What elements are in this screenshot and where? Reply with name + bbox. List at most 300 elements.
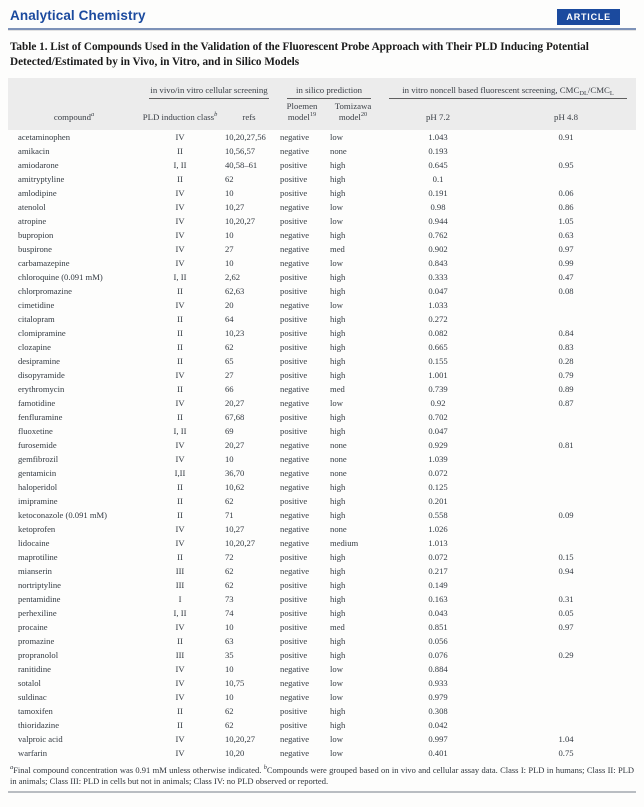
cell-name: thioridazine xyxy=(18,720,60,730)
cell-cls: III xyxy=(175,566,185,576)
cell-name: ketoconazole (0.091 mM) xyxy=(18,510,108,520)
cell-ph48 xyxy=(496,424,636,438)
cell-tomizawa: none xyxy=(330,454,347,464)
cell-refs: 62 xyxy=(225,496,234,506)
cell-refs: 10,20,27 xyxy=(225,734,256,744)
cell-name: bupropion xyxy=(18,230,54,240)
cell-tomizawa: high xyxy=(330,342,346,352)
cell-ph48: 0.99 xyxy=(558,258,574,268)
cell-ph72: 0.056 xyxy=(428,636,448,646)
cell-ph72: 0.401 xyxy=(428,748,448,758)
table-row xyxy=(8,298,636,312)
cell-ph72: 0.884 xyxy=(428,664,448,674)
cell-ploemen: positive xyxy=(280,174,308,184)
cell-ph48: 1.04 xyxy=(558,734,574,744)
cell-ph72: 0.843 xyxy=(428,258,448,268)
cell-cls: II xyxy=(177,552,183,562)
cell-name: procaine xyxy=(18,622,48,632)
table-row xyxy=(8,648,636,662)
cell-ploemen: positive xyxy=(280,314,308,324)
cell-tomizawa: low xyxy=(330,202,343,212)
cell-refs: 27 xyxy=(225,370,234,380)
cell-ph72: 0.739 xyxy=(428,384,448,394)
cell-ph48: 0.28 xyxy=(558,356,574,366)
cell-ph72: 0.047 xyxy=(428,286,448,296)
cell-name: lidocaine xyxy=(18,538,50,548)
cell-name: imipramine xyxy=(18,496,58,506)
cell-ph48: 0.83 xyxy=(558,342,574,352)
table-row xyxy=(8,186,636,200)
cell-cls: IV xyxy=(175,216,185,226)
cell-name: amiodarone xyxy=(18,160,59,170)
col-header-compound: compound$^a$ xyxy=(8,99,140,130)
cell-name: mianserin xyxy=(18,566,52,576)
table-row xyxy=(8,564,636,578)
masthead-rule xyxy=(8,28,636,30)
group-header-in-silico xyxy=(278,78,380,99)
table-footnote: $^a$Final compound concentration was 0.91 mM unless otherwise indicated. $^b$Compounds were grouped based on in vivo and cellular assay data. Class I: PLD in humans; Class II: PLD in animals; Class III: PLD in cells but not in animals; Class IV: no PLD observed or reported. xyxy=(10,764,634,786)
cell-ph48: 0.91 xyxy=(558,132,574,142)
cell-ploemen: negative xyxy=(280,454,310,464)
cell-ph48: 0.87 xyxy=(558,398,574,408)
table-row xyxy=(8,144,636,158)
cell-ploemen: positive xyxy=(280,412,308,422)
cell-cls: II xyxy=(177,720,183,730)
cell-ph48 xyxy=(496,662,636,676)
cell-name: furosemide xyxy=(18,440,57,450)
cell-name: atenolol xyxy=(18,202,46,212)
cell-ph48 xyxy=(496,452,636,466)
cell-refs: 35 xyxy=(225,650,234,660)
cell-ploemen: negative xyxy=(280,524,310,534)
cell-ph48: 0.86 xyxy=(558,202,574,212)
cell-name: promazine xyxy=(18,636,55,646)
cell-ph48 xyxy=(496,410,636,424)
cell-cls: II xyxy=(177,496,183,506)
cell-cls: I, II xyxy=(173,608,187,618)
cell-ph72: 0.047 xyxy=(428,426,448,436)
cell-ploemen: negative xyxy=(280,146,310,156)
cell-tomizawa: high xyxy=(330,594,346,604)
cell-ph72: 0.333 xyxy=(428,272,448,282)
cell-ph72: 0.997 xyxy=(428,734,448,744)
cell-ph72: 0.043 xyxy=(428,608,448,618)
cell-ph48: 0.97 xyxy=(558,622,574,632)
cell-name: sotalol xyxy=(18,678,41,688)
col-header-tomizawa-model: Tomizawa model$^{20}$ xyxy=(326,99,380,130)
cell-refs: 10,27 xyxy=(225,524,245,534)
cell-ploemen: negative xyxy=(280,538,310,548)
cell-cls: II xyxy=(177,342,183,352)
cell-name: acetaminophen xyxy=(18,132,71,142)
cell-name: ketoprofen xyxy=(18,524,56,534)
cell-ph72: 1.039 xyxy=(428,454,448,464)
cell-cls: IV xyxy=(175,538,185,548)
cell-ploemen: positive xyxy=(280,426,308,436)
cell-ph48 xyxy=(496,480,636,494)
cell-tomizawa: low xyxy=(330,692,343,702)
table-row xyxy=(8,550,636,564)
cell-ph48: 0.63 xyxy=(558,230,574,240)
table-row xyxy=(8,242,636,256)
cell-ph72: 0.902 xyxy=(428,244,448,254)
cell-cls: IV xyxy=(175,440,185,450)
table-row xyxy=(8,438,636,452)
cell-tomizawa: medium xyxy=(330,538,359,548)
cell-cls: IV xyxy=(175,664,185,674)
cell-tomizawa: med xyxy=(330,244,345,254)
table-row xyxy=(8,508,636,522)
cell-ph72: 0.944 xyxy=(428,216,448,226)
cell-tomizawa: high xyxy=(330,636,346,646)
cell-ph48: 0.75 xyxy=(558,748,574,758)
cell-ph72: 1.026 xyxy=(428,524,448,534)
table-row xyxy=(8,592,636,606)
group-label: in vitro noncell based fluorescent screening, $CMC_{DL}/CMC_L$ xyxy=(389,85,627,99)
table-row xyxy=(8,270,636,284)
cell-refs: 74 xyxy=(225,608,234,618)
cell-name: clozapine xyxy=(18,342,51,352)
group-label: in vivo/in vitro cellular screening xyxy=(149,85,269,99)
cell-cls: IV xyxy=(175,622,185,632)
cell-ploemen: positive xyxy=(280,216,308,226)
cell-ploemen: negative xyxy=(280,566,310,576)
cell-refs: 10 xyxy=(225,692,234,702)
group-header-fluorescent-screening xyxy=(380,78,636,99)
cell-ph72: 0.072 xyxy=(428,552,448,562)
cell-name: suldinac xyxy=(18,692,47,702)
cell-ploemen: positive xyxy=(280,160,308,170)
cell-tomizawa: low xyxy=(330,216,343,226)
cell-cls: II xyxy=(177,328,183,338)
col-header-ph48: pH 4.8 xyxy=(496,99,636,130)
cell-tomizawa: low xyxy=(330,748,343,758)
cell-ph48: 0.08 xyxy=(558,286,574,296)
cell-ph48: 1.05 xyxy=(558,216,574,226)
table-row xyxy=(8,536,636,550)
table-row xyxy=(8,662,636,676)
table-row xyxy=(8,606,636,620)
table-row xyxy=(8,396,636,410)
table-title: Table 1. List of Compounds Used in the Validation of the Fluorescent Probe Approach with Their PLD Inducing Potential Detected/Estimated by in Vivo, in Vitro, and in Silico Models xyxy=(10,41,589,68)
table-row xyxy=(8,172,636,186)
cell-refs: 62 xyxy=(225,342,234,352)
table-row xyxy=(8,158,636,172)
cell-cls: IV xyxy=(175,454,185,464)
cell-tomizawa: high xyxy=(330,174,346,184)
cell-tomizawa: none xyxy=(330,524,347,534)
cell-ploemen: negative xyxy=(280,398,310,408)
cell-cls: IV xyxy=(175,524,185,534)
cell-tomizawa: low xyxy=(330,300,343,310)
cell-cls: I, II xyxy=(173,272,187,282)
table-row xyxy=(8,620,636,634)
cell-cls: II xyxy=(177,146,183,156)
cell-tomizawa: med xyxy=(330,622,345,632)
cell-tomizawa: high xyxy=(330,482,346,492)
table-row xyxy=(8,718,636,732)
cell-ph72: 1.043 xyxy=(428,132,448,142)
cell-tomizawa: high xyxy=(330,706,346,716)
cell-ploemen: negative xyxy=(280,748,310,758)
col-header-refs: refs xyxy=(220,99,278,130)
cell-ph72: 0.308 xyxy=(428,706,448,716)
cell-ploemen: positive xyxy=(280,328,308,338)
cell-ploemen: positive xyxy=(280,286,308,296)
cell-cls: IV xyxy=(175,398,185,408)
cell-tomizawa: high xyxy=(330,426,346,436)
cell-name: amlodipine xyxy=(18,188,57,198)
cell-ph48: 0.09 xyxy=(558,510,574,520)
cell-name: disopyramide xyxy=(18,370,65,380)
cell-ph72: 0.163 xyxy=(428,594,448,604)
table-row xyxy=(8,634,636,648)
cell-ph48 xyxy=(496,144,636,158)
cell-refs: 62,63 xyxy=(225,286,245,296)
cell-refs: 62 xyxy=(225,580,234,590)
cell-ph72: 0.762 xyxy=(428,230,448,240)
cell-ph72: 0.125 xyxy=(428,482,448,492)
cell-cls: II xyxy=(177,174,183,184)
table-row xyxy=(8,746,636,760)
cell-ph48: 0.95 xyxy=(558,160,574,170)
cell-cls: IV xyxy=(175,692,185,702)
table-row xyxy=(8,340,636,354)
cell-tomizawa: high xyxy=(330,720,346,730)
cell-cls: I,II xyxy=(174,468,186,478)
col-header-ploemen-model: Ploemen model$^{19}$ xyxy=(278,99,326,130)
table-row xyxy=(8,424,636,438)
table-row xyxy=(8,382,636,396)
cell-ph72: 0.979 xyxy=(428,692,448,702)
cell-ploemen: positive xyxy=(280,622,308,632)
table-row xyxy=(8,732,636,746)
cell-name: amikacin xyxy=(18,146,50,156)
table-row xyxy=(8,522,636,536)
cell-cls: IV xyxy=(175,370,185,380)
cell-ploemen: negative xyxy=(280,510,310,520)
cell-ph48: 0.15 xyxy=(558,552,574,562)
table-row xyxy=(8,228,636,242)
cell-cls: I, II xyxy=(173,426,187,436)
cell-name: valproic acid xyxy=(18,734,63,744)
cell-ph72: 0.076 xyxy=(428,650,448,660)
cell-cls: I, II xyxy=(173,160,187,170)
table-row xyxy=(8,368,636,382)
col-header-ph72: pH 7.2 xyxy=(380,99,496,130)
cell-name: chloroquine (0.091 mM) xyxy=(18,272,103,282)
cell-ph48: 0.81 xyxy=(558,440,574,450)
cell-ph48: 0.05 xyxy=(558,608,574,618)
cell-name: maprotiline xyxy=(18,552,58,562)
cell-ploemen: positive xyxy=(280,636,308,646)
table-row xyxy=(8,284,636,298)
cell-cls: III xyxy=(175,650,185,660)
cell-ploemen: negative xyxy=(280,258,310,268)
cell-refs: 10,20,27,56 xyxy=(225,132,266,142)
cell-tomizawa: low xyxy=(330,132,343,142)
cell-ph72: 1.033 xyxy=(428,300,448,310)
cell-ploemen: negative xyxy=(280,244,310,254)
cell-ph48: 0.97 xyxy=(558,244,574,254)
cell-cls: II xyxy=(177,706,183,716)
cell-tomizawa: high xyxy=(330,608,346,618)
cell-ph48: 0.29 xyxy=(558,650,574,660)
cell-cls: IV xyxy=(175,734,185,744)
cell-name: ranitidine xyxy=(18,664,51,674)
table-body xyxy=(8,130,636,760)
cell-ph72: 1.013 xyxy=(428,538,448,548)
cell-ph48: 0.47 xyxy=(558,272,574,282)
cell-name: erythromycin xyxy=(18,384,65,394)
cell-tomizawa: high xyxy=(330,272,346,282)
table-row xyxy=(8,410,636,424)
cell-refs: 67,68 xyxy=(225,412,245,422)
cell-ph72: 0.851 xyxy=(428,622,448,632)
cell-cls: II xyxy=(177,482,183,492)
cell-ph48 xyxy=(496,690,636,704)
cell-ploemen: positive xyxy=(280,496,308,506)
cell-cls: II xyxy=(177,384,183,394)
cell-ph72: 0.558 xyxy=(428,510,448,520)
table-row xyxy=(8,676,636,690)
cell-tomizawa: high xyxy=(330,510,346,520)
cell-ploemen: negative xyxy=(280,734,310,744)
cell-ph48 xyxy=(496,494,636,508)
cell-ph72: 0.042 xyxy=(428,720,448,730)
cell-ploemen: negative xyxy=(280,230,310,240)
cell-name: fenfluramine xyxy=(18,412,63,422)
cell-ploemen: positive xyxy=(280,720,308,730)
cell-ph72: 0.272 xyxy=(428,314,448,324)
cell-ph48 xyxy=(496,634,636,648)
cell-refs: 10 xyxy=(225,230,234,240)
cell-ph48 xyxy=(496,466,636,480)
table-row xyxy=(8,256,636,270)
cell-refs: 10 xyxy=(225,622,234,632)
cell-refs: 10,20 xyxy=(225,748,245,758)
cell-tomizawa: high xyxy=(330,412,346,422)
masthead xyxy=(8,6,636,28)
table-row xyxy=(8,214,636,228)
cell-ph48 xyxy=(496,718,636,732)
cell-ploemen: negative xyxy=(280,132,310,142)
cell-refs: 27 xyxy=(225,244,234,254)
cell-tomizawa: high xyxy=(330,566,346,576)
cell-ph72: 0.929 xyxy=(428,440,448,450)
cell-refs: 66 xyxy=(225,384,234,394)
cell-name: cimetidine xyxy=(18,300,55,310)
cell-refs: 72 xyxy=(225,552,234,562)
cell-refs: 20,27 xyxy=(225,440,245,450)
cell-ph48 xyxy=(496,522,636,536)
cell-ploemen: negative xyxy=(280,678,310,688)
table-row xyxy=(8,690,636,704)
cell-name: fluoxetine xyxy=(18,426,53,436)
cell-ph48: 0.94 xyxy=(558,566,574,576)
cell-cls: III xyxy=(175,580,185,590)
table-row xyxy=(8,326,636,340)
cell-ph72: 0.191 xyxy=(428,188,448,198)
cell-cls: IV xyxy=(175,132,185,142)
cell-tomizawa: high xyxy=(330,328,346,338)
cell-ploemen: positive xyxy=(280,594,308,604)
cell-cls: II xyxy=(177,412,183,422)
cell-ploemen: positive xyxy=(280,272,308,282)
cell-name: clomipramine xyxy=(18,328,66,338)
cell-cls: II xyxy=(177,314,183,324)
cell-name: tamoxifen xyxy=(18,706,53,716)
cell-refs: 62 xyxy=(225,174,234,184)
cell-tomizawa: high xyxy=(330,314,346,324)
table-row xyxy=(8,130,636,144)
cell-name: pentamidine xyxy=(18,594,61,604)
cell-ph48 xyxy=(496,172,636,186)
cell-ploemen: negative xyxy=(280,664,310,674)
cell-cls: II xyxy=(177,636,183,646)
cell-ploemen: positive xyxy=(280,580,308,590)
cell-ph48: 0.79 xyxy=(558,370,574,380)
cell-tomizawa: high xyxy=(330,370,346,380)
cell-refs: 62 xyxy=(225,706,234,716)
cell-name: warfarin xyxy=(18,748,48,758)
group-header-cellular-screening xyxy=(140,78,278,99)
cell-refs: 71 xyxy=(225,510,234,520)
cell-ploemen: negative xyxy=(280,440,310,450)
cell-name: desipramine xyxy=(18,356,60,366)
cell-tomizawa: high xyxy=(330,230,346,240)
cell-tomizawa: low xyxy=(330,398,343,408)
cell-ph72: 0.92 xyxy=(430,398,446,408)
cell-ph48 xyxy=(496,298,636,312)
article-type-badge: ARTICLE xyxy=(557,9,620,25)
cell-cls: IV xyxy=(175,188,185,198)
cell-refs: 2,62 xyxy=(225,272,241,282)
cell-ph48: 0.84 xyxy=(558,328,574,338)
cell-ph48: 0.06 xyxy=(558,188,574,198)
cell-ph72: 0.149 xyxy=(428,580,448,590)
cell-name: citalopram xyxy=(18,314,55,324)
cell-cls: IV xyxy=(175,258,185,268)
cell-ph48 xyxy=(496,578,636,592)
cell-refs: 10,20,27 xyxy=(225,216,256,226)
cell-ph48 xyxy=(496,704,636,718)
cell-tomizawa: low xyxy=(330,734,343,744)
col-header-pld-class: PLD induction class$^b$ xyxy=(140,99,220,130)
cell-ploemen: positive xyxy=(280,356,308,366)
cell-ph48: 0.89 xyxy=(558,384,574,394)
cell-refs: 10,20,27 xyxy=(225,538,256,548)
cell-cls: IV xyxy=(175,678,185,688)
cell-name: gemfibrozil xyxy=(18,454,59,464)
cell-ph72: 0.072 xyxy=(428,468,448,478)
cell-ph72: 0.217 xyxy=(428,566,448,576)
cell-ph72: 0.082 xyxy=(428,328,448,338)
cell-tomizawa: high xyxy=(330,356,346,366)
cell-ph72: 0.665 xyxy=(428,342,448,352)
table-row xyxy=(8,452,636,466)
cell-refs: 10 xyxy=(225,188,234,198)
cell-ploemen: negative xyxy=(280,482,310,492)
group-header-row xyxy=(8,78,636,99)
cell-ph72: 0.1 xyxy=(432,174,444,184)
cell-name: chlorpromazine xyxy=(18,286,72,296)
cell-refs: 40,58–61 xyxy=(225,160,258,170)
table-row xyxy=(8,200,636,214)
cell-refs: 20,27 xyxy=(225,398,245,408)
cell-name: nortriptyline xyxy=(18,580,61,590)
cell-ploemen: positive xyxy=(280,552,308,562)
